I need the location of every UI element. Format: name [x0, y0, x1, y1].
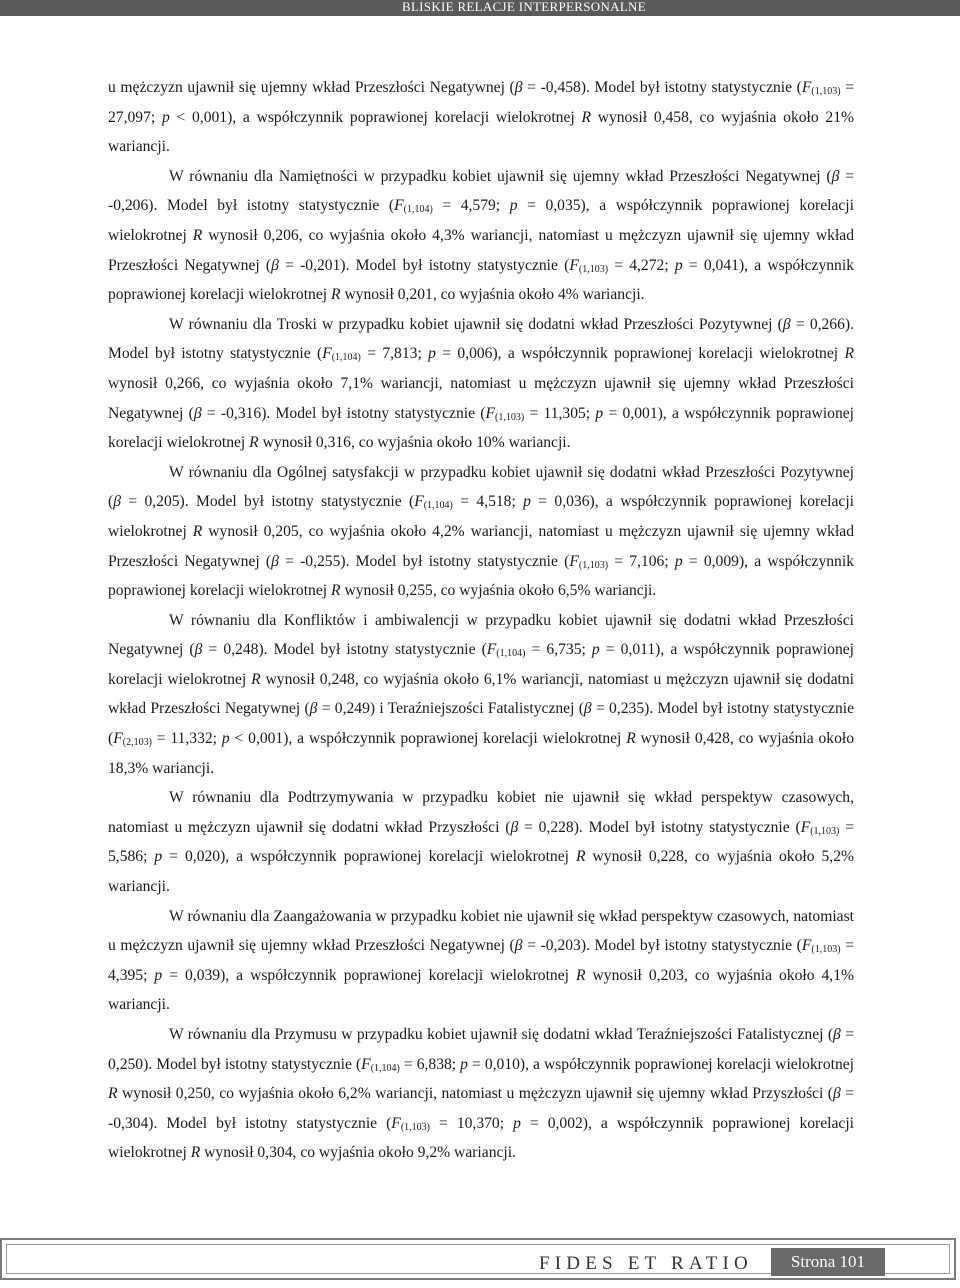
degrees-of-freedom: (1,103) [811, 86, 841, 97]
statistic-symbol: p [161, 108, 170, 126]
text-run: = 6,735; [525, 641, 592, 659]
text-run: wynosił 0,203, co wyjaśnia około 4,1% wariancji. [108, 966, 854, 1014]
journal-brand: FIDES ET RATIO [539, 1253, 753, 1274]
text-run: = 6,838; [399, 1055, 461, 1073]
degrees-of-freedom: (1,104) [331, 352, 361, 364]
statistic-symbol: β [510, 818, 519, 836]
degrees-of-freedom: (1,104) [370, 1062, 400, 1074]
text-run: wynosił 0,228, co wyjaśnia około 5,2% wariancji. [108, 848, 854, 896]
statistic-symbol: β [832, 1085, 841, 1103]
text-run: = -0,255). Model był istotny statystycznie ( [278, 552, 570, 570]
statistic-symbol: p [154, 848, 163, 866]
statistic-symbol: p [460, 1055, 468, 1073]
statistic-symbol: F [394, 197, 404, 215]
text-run: = 11,332; [151, 730, 222, 748]
text-run: < 0,001), a współczynnik poprawionej korelacji wielokrotnej [229, 730, 627, 748]
statistic-symbol: p [595, 404, 604, 422]
degrees-of-freedom: (1,103) [811, 944, 841, 956]
paragraph [108, 458, 854, 606]
statistic-symbol: p [221, 730, 230, 748]
paragraph [108, 606, 854, 784]
text-run: = 10,370; [430, 1114, 514, 1132]
text-run: = 0,035), a współczynnik poprawionej korelacji wielokrotnej [108, 197, 854, 244]
statistic-symbol: F [569, 256, 579, 274]
running-header [0, 0, 960, 16]
statistic-symbol: R [108, 1085, 118, 1103]
text-run: wynosił 0,428, co wyjaśnia około 18,3% wariancji. [108, 730, 854, 777]
statistic-symbol: R [331, 582, 341, 600]
statistic-symbol: β [583, 700, 592, 718]
text-run: = -0,458). Model był istotny statystycznie ( [522, 79, 802, 96]
degrees-of-freedom: (1,103) [810, 825, 840, 837]
text-run: = 0,009), a współczynnik poprawionej korelacji wielokrotnej [108, 552, 854, 600]
statistic-symbol: R [331, 286, 341, 304]
statistic-symbol: R [575, 848, 586, 866]
statistic-symbol: β [113, 493, 121, 511]
degrees-of-freedom: (2,103) [122, 737, 152, 749]
article-body [108, 73, 854, 1168]
text-run: = 0,001), a współczynnik poprawionej korelacji wielokrotnej [108, 404, 854, 452]
statistic-symbol: F [569, 552, 579, 570]
paragraph [108, 310, 854, 458]
statistic-symbol: p [428, 345, 436, 363]
text-run: wynosił 0,201, co wyjaśnia około 4% wariancji. [340, 286, 645, 304]
text-run: W równaniu dla Namiętności w przypadku kobiet ujawnił się ujemny wkład Przeszłości Negatywnej ( [169, 167, 832, 185]
degrees-of-freedom: (1,103) [495, 411, 525, 423]
statistic-symbol: p [523, 493, 531, 511]
statistic-symbol: β [514, 937, 523, 955]
statistic-symbol: R [251, 670, 261, 688]
journal-section-title: BLISKIE RELACJE INTERPERSONALNE [401, 0, 646, 14]
statistic-symbol: F [801, 79, 812, 96]
statistic-symbol: R [575, 966, 586, 984]
text-run: = 0,036), a współczynnik poprawionej korelacji wielokrotnej [108, 493, 854, 540]
statistic-symbol: β [309, 700, 318, 718]
degrees-of-freedom: (1,103) [578, 559, 609, 571]
statistic-symbol: F [322, 345, 332, 363]
paragraph [108, 73, 854, 162]
statistic-symbol: p [674, 552, 683, 570]
degrees-of-freedom: (1,104) [423, 500, 453, 512]
text-run: = 27,097; [108, 79, 854, 126]
statistic-symbol: β [194, 641, 203, 659]
text-run: = 0,250). Model był istotny statystycznie ( [108, 1026, 854, 1073]
statistic-symbol: F [113, 730, 123, 748]
text-run: W równaniu dla Zaangażowania w przypadku kobiet nie ujawnił się wkład perspektyw czasowych, natomiast u mężczyzn ujawnił się ujemny wkład Przeszłości Negatywnej ( [108, 907, 854, 955]
statistic-symbol: β [271, 552, 279, 570]
statistic-symbol: β [514, 79, 523, 96]
statistic-symbol: β [271, 256, 279, 274]
text-run: wynosił 0,458, co wyjaśnia około 21% wariancji. [108, 108, 854, 156]
text-run: W równaniu dla Podtrzymywania w przypadku kobiet nie ujawnił się wkład perspektyw czasowych, natomiast u mężczyzn ujawnił się dodatni wkład Przyszłości ( [108, 789, 854, 836]
paragraph [108, 1020, 854, 1168]
text-run: wynosił 0,266, co wyjaśnia około 7,1% wariancji, natomiast u mężczyzn ujawnił się ujemny wkład Przeszłości Negatywnej ( [108, 374, 854, 422]
paragraph [108, 783, 854, 901]
statistic-symbol: F [485, 404, 495, 422]
statistic-symbol: p [513, 1114, 521, 1132]
text-run: wynosił 0,206, co wyjaśnia około 4,3% wariancji, natomiast u mężczyzn ujawnił się ujemny wkład Przeszłości Negatywnej ( [108, 226, 854, 274]
text-run: = 7,813; [360, 345, 429, 363]
statistic-symbol: β [831, 167, 840, 185]
text-run: = 0,228). Model był istotny statystycznie ( [518, 818, 801, 836]
statistic-symbol: F [414, 493, 424, 511]
statistic-symbol: β [782, 315, 791, 333]
degrees-of-freedom: (1,104) [403, 204, 433, 216]
statistic-symbol: R [581, 108, 591, 126]
text-run: = 0,205). Model był istotny statystycznie ( [120, 493, 415, 511]
degrees-of-freedom: (1,103) [400, 1121, 430, 1133]
statistic-symbol: R [626, 730, 636, 748]
text-run: = 4,518; [452, 493, 524, 511]
statistic-symbol: R [844, 345, 854, 363]
text-run: = -0,316). Model był istotny statystycznie ( [201, 404, 486, 422]
text-run: W równaniu dla Konfliktów i ambiwalencji w przypadku kobiet ujawnił się dodatni wkład Przeszłości Negatywnej ( [108, 611, 854, 659]
text-run: wynosił 0,255, co wyjaśnia około 6,5% wariancji. [340, 582, 657, 600]
page-footer [0, 1238, 956, 1280]
text-run: = -0,203). Model był istotny statystycznie ( [522, 937, 802, 955]
text-run: wynosił 0,250, co wyjaśnia około 6,2% wariancji, natomiast u mężczyzn ujawnił się ujemny wkład Przyszłości ( [117, 1085, 833, 1103]
statistic-symbol: p [509, 197, 518, 215]
text-run: = 0,041), a współczynnik poprawionej korelacji wielokrotnej [108, 256, 854, 304]
text-run: wynosił 0,248, co wyjaśnia około 6,1% wariancji, natomiast u mężczyzn ujawnił się dodatni wkład Przeszłości Negatywnej ( [108, 670, 854, 718]
text-run: W równaniu dla Przymusu w przypadku kobiet ujawnił się dodatni wkład Teraźniejszości Fatalistycznej ( [169, 1026, 834, 1043]
text-run: = 0,266). Model był istotny statystycznie ( [108, 315, 854, 363]
statistic-symbol: R [192, 226, 203, 244]
text-run: = 0,006), a współczynnik poprawionej korelacji wielokrotnej [435, 345, 845, 363]
text-run: = 0,248). Model był istotny statystycznie ( [202, 641, 487, 659]
text-run: = -0,206). Model był istotny statystycznie ( [108, 167, 854, 215]
statistic-symbol: F [361, 1055, 371, 1073]
text-run: = 4,395; [108, 937, 854, 984]
statistic-symbol: R [192, 522, 203, 540]
text-run: W równaniu dla Troski w przypadku kobiet ujawnił się dodatni wkład Przeszłości Pozytywnej ( [169, 315, 783, 333]
text-run: wynosił 0,205, co wyjaśnia około 4,2% wariancji, natomiast u mężczyzn ujawnił się ujemny wkład Przeszłości Negatywnej ( [108, 522, 854, 570]
statistic-symbol: R [190, 1144, 201, 1162]
text-run: = 0,020), a współczynnik poprawionej korelacji wielokrotnej [162, 848, 576, 866]
text-run: = 11,305; [524, 404, 596, 422]
text-run: = 0,002), a współczynnik poprawionej korelacji wielokrotnej [108, 1114, 854, 1162]
text-run: = 0,249) i Teraźniejszości Fatalistycznej ( [317, 700, 584, 718]
text-run: = 0,010), a współczynnik poprawionej korelacji wielokrotnej [467, 1055, 854, 1073]
statistic-symbol: F [801, 937, 812, 955]
text-run: = 4,272; [608, 256, 675, 274]
text-run: = -0,304). Model był istotny statystycznie ( [108, 1085, 854, 1132]
statistic-symbol: F [486, 641, 497, 659]
statistic-symbol: p [154, 966, 163, 984]
statistic-symbol: β [193, 404, 202, 422]
degrees-of-freedom: (1,103) [578, 263, 609, 275]
page-number: Strona 101 [771, 1248, 885, 1276]
paragraph [108, 162, 854, 310]
text-run: = 0,235). Model był istotny statystycznie ( [108, 700, 854, 748]
degrees-of-freedom: (1,104) [496, 648, 526, 660]
statistic-symbol: p [674, 256, 683, 274]
text-run: wynosił 0,316, co wyjaśnia około 10% wariancji. [258, 434, 571, 452]
statistic-symbol: β [833, 1026, 841, 1043]
text-run: = -0,201). Model był istotny statystycznie ( [278, 256, 570, 274]
text-run: = 7,106; [608, 552, 675, 570]
text-run: = 5,586; [108, 818, 854, 866]
text-run: = 4,579; [432, 197, 510, 215]
statistic-symbol: p [591, 641, 600, 659]
text-run: u mężczyzn ujawnił się ujemny wkład Przeszłości Negatywnej ( [108, 79, 515, 96]
paragraph [108, 902, 854, 1020]
text-run: < 0,001), a współczynnik poprawionej korelacji wielokrotnej [169, 108, 582, 126]
text-run: = 0,039), a współczynnik poprawionej korelacji wielokrotnej [162, 966, 576, 984]
text-run: wynosił 0,304, co wyjaśnia około 9,2% wariancji. [200, 1144, 516, 1162]
statistic-symbol: F [800, 818, 811, 836]
statistic-symbol: R [249, 434, 259, 452]
statistic-symbol: F [391, 1114, 401, 1132]
text-run: W równaniu dla Ogólnej satysfakcji w przypadku kobiet ujawnił się dodatni wkład Przeszłości Pozytywnej ( [108, 463, 854, 511]
text-run: = 0,011), a współczynnik poprawionej korelacji wielokrotnej [108, 641, 854, 688]
